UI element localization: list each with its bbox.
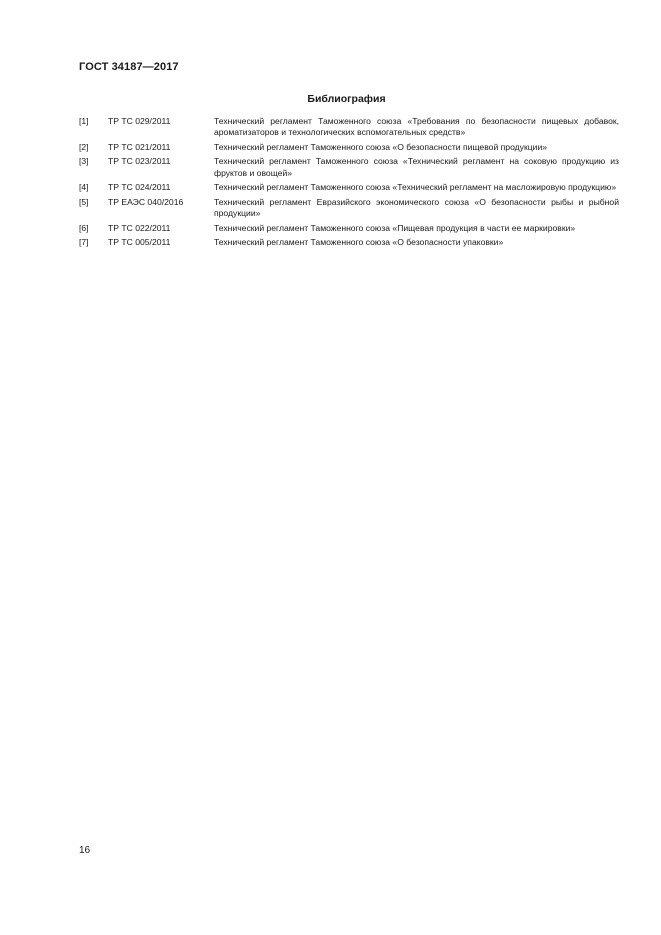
bibliography-entry-4 (79, 182, 619, 193)
entry-description: Технический регламент Таможенного союза «Требования по безопасности пищевых добавок, ароматизаторов и технологических вспомогательных средств» (214, 116, 619, 138)
entry-number: [3] (79, 156, 89, 167)
entry-code: ТР ТС 021/2011 (108, 141, 171, 152)
entry-description: Технический регламент Таможенного союза «Технический регламент на соковую продукцию из фруктов и овощей» (214, 156, 619, 178)
bibliography-entry-7 (79, 237, 619, 248)
entry-number: [6] (79, 222, 89, 233)
entry-number: [1] (79, 116, 89, 126)
entry-code: ТР ТС 022/2011 (108, 222, 171, 233)
entry-code: ТР ТС 023/2011 (108, 156, 171, 167)
entry-number: [7] (79, 237, 89, 248)
entry-number: [5] (79, 196, 89, 207)
bibliography-list (79, 116, 619, 252)
section-title: Библиография (307, 93, 386, 105)
entry-number: [2] (79, 141, 89, 152)
bibliography-entry-1 (79, 116, 619, 139)
entry-code: ТР ТС 029/2011 (108, 116, 171, 126)
page-number: 16 (79, 845, 91, 856)
document-header: ГОСТ 34187—2017 (79, 61, 179, 73)
bibliography-entry-2 (79, 142, 619, 153)
entry-code: ТР ТС 024/2011 (108, 182, 171, 193)
entry-number: [4] (79, 182, 89, 193)
entry-description: Технический регламент Таможенного союза «О безопасности пищевой продукции» (214, 141, 548, 152)
entry-description: Технический регламент Таможенного союза «О безопасности упаковки» (214, 237, 504, 248)
entry-description: Технический регламент Таможенного союза «Технический регламент на масложировую продукцию» (214, 182, 617, 193)
entry-code: ТР ЕАЭС 040/2016 (108, 196, 184, 207)
bibliography-entry-5 (79, 197, 619, 220)
bibliography-entry-6 (79, 223, 619, 234)
bibliography-entry-3 (79, 156, 619, 179)
entry-description: Технический регламент Евразийского экономического союза «О безопасности рыбы и рыбной продукции» (214, 196, 619, 219)
entry-description: Технический регламент Таможенного союза «Пищевая продукция в части ее маркировки» (214, 222, 576, 233)
entry-code: ТР ТС 005/2011 (108, 237, 171, 248)
